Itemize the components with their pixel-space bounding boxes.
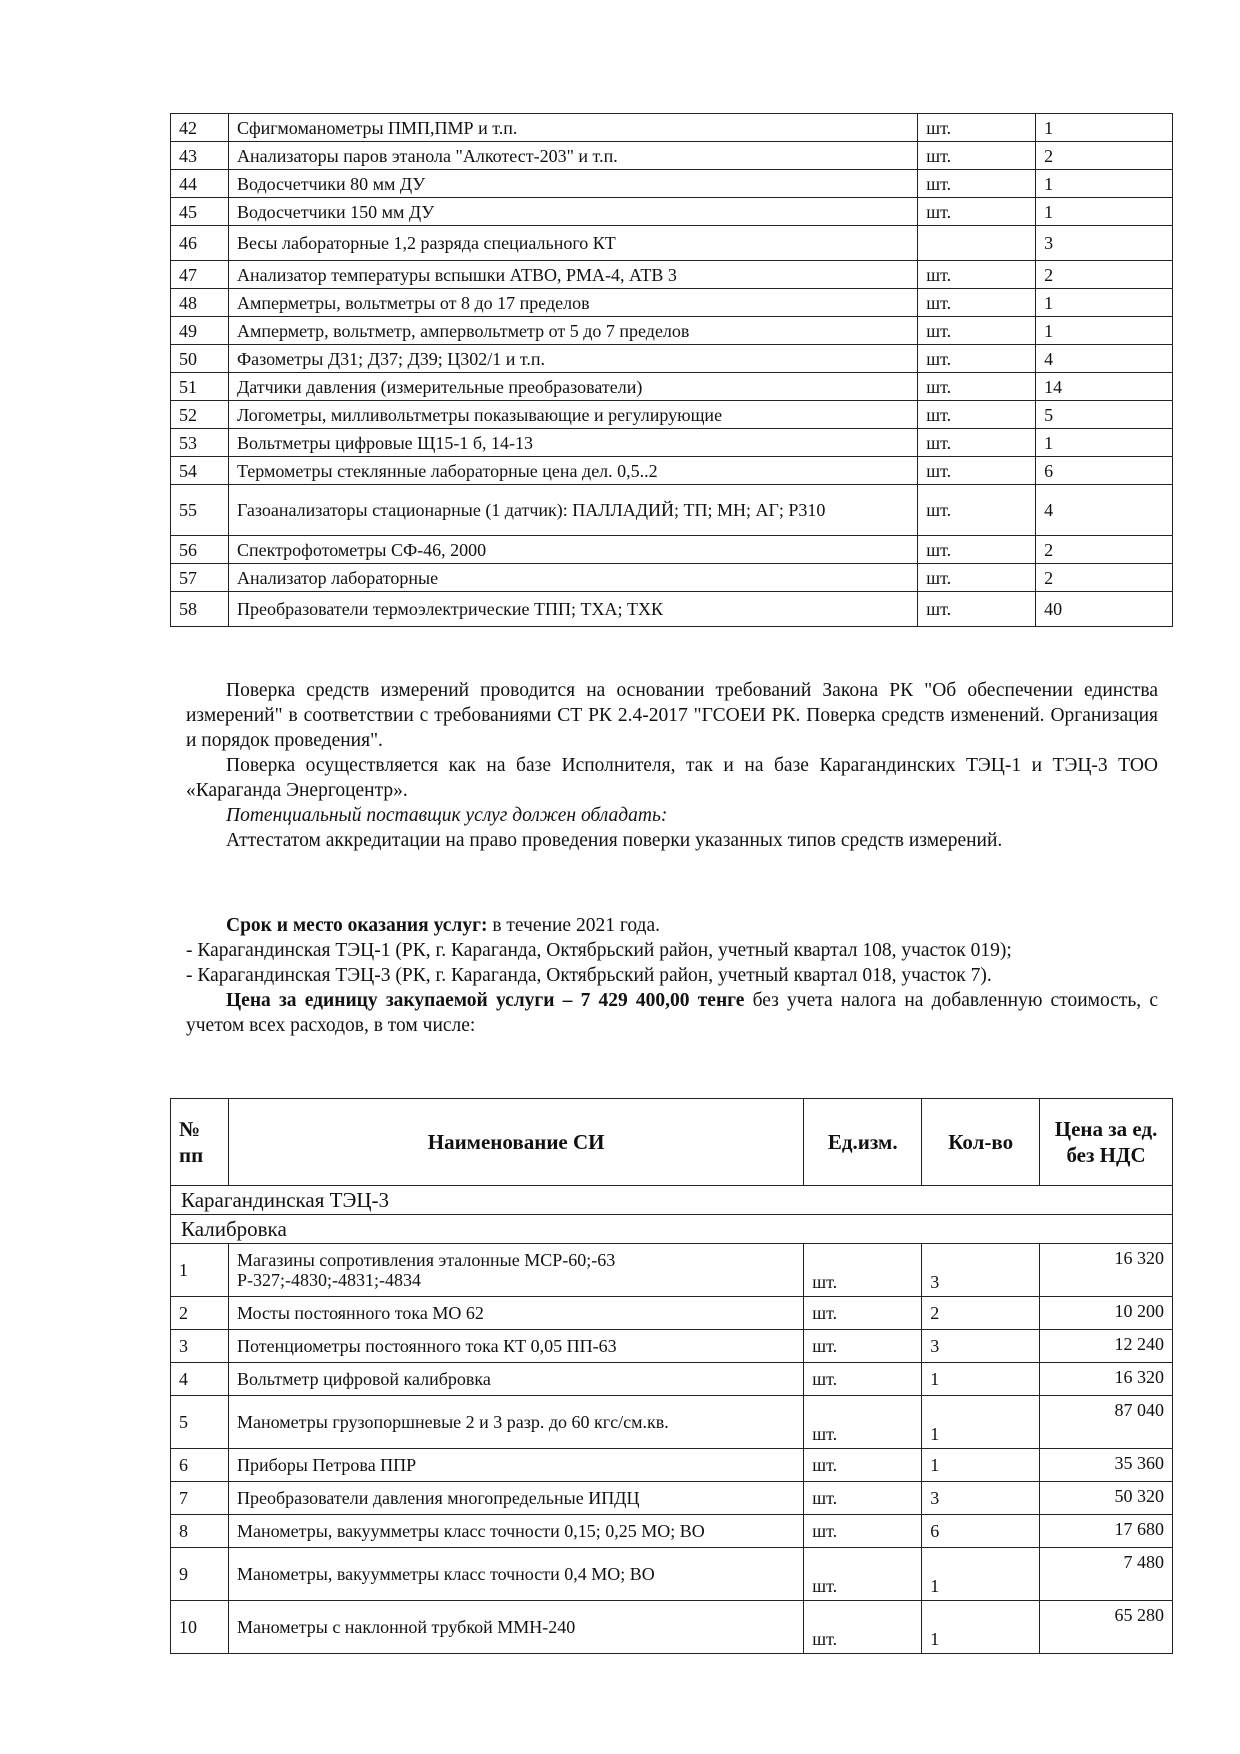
cell-name: Термометры стеклянные лабораторные цена дел. 0,5..2 xyxy=(228,457,917,485)
cell-unit: шт. xyxy=(804,1244,922,1297)
cell-n: 1 xyxy=(171,1244,229,1297)
cell-name: Манометры, вакуумметры класс точности 0,4 МО; ВО xyxy=(228,1548,803,1601)
cell-n: 52 xyxy=(171,401,229,429)
cell-unit: шт. xyxy=(918,142,1036,170)
cell-name: Спектрофотометры СФ-46, 2000 xyxy=(228,536,917,564)
cell-unit: шт. xyxy=(804,1297,922,1330)
cell-n: 51 xyxy=(171,373,229,401)
cell-qty: 1 xyxy=(1036,429,1173,457)
cell-price: 35 360 xyxy=(1040,1449,1173,1482)
table-row xyxy=(171,142,1173,170)
cell-qty: 6 xyxy=(1036,457,1173,485)
cell-n: 7 xyxy=(171,1482,229,1515)
cell-n: 6 xyxy=(171,1449,229,1482)
cell-qty: 1 xyxy=(922,1548,1040,1601)
cell-n: 46 xyxy=(171,226,229,261)
table-row xyxy=(171,1449,1173,1482)
cell-qty: 1 xyxy=(922,1601,1040,1654)
table-row xyxy=(171,457,1173,485)
paragraph-price xyxy=(186,988,1158,1038)
cell-qty: 6 xyxy=(922,1515,1040,1548)
header-qty: Кол-во xyxy=(922,1099,1040,1186)
cell-price: 65 280 xyxy=(1040,1601,1173,1654)
cell-qty: 1 xyxy=(922,1449,1040,1482)
paragraph-verification-location: Поверка осуществляется как на базе Исполнителя, так и на базе Карагандинских ТЭЦ-1 и ТЭЦ-3 ТОО «Караганда Энергоцентр». xyxy=(186,755,1158,801)
cell-qty: 40 xyxy=(1036,592,1173,627)
pricing-table-header xyxy=(171,1099,1173,1186)
table-row xyxy=(171,373,1173,401)
cell-n: 4 xyxy=(171,1363,229,1396)
section-row-calibration xyxy=(171,1215,1173,1244)
cell-name: Преобразователи термоэлектрические ТПП; ТХА; ТХК xyxy=(228,592,917,627)
cell-qty: 3 xyxy=(922,1330,1040,1363)
cell-price: 50 320 xyxy=(1040,1482,1173,1515)
table-row xyxy=(171,1482,1173,1515)
cell-unit: шт. xyxy=(804,1548,922,1601)
cell-unit: шт. xyxy=(918,485,1036,536)
cell-unit: шт. xyxy=(918,114,1036,142)
header-price: Цена за ед. без НДС xyxy=(1040,1099,1173,1186)
cell-n: 54 xyxy=(171,457,229,485)
cell-qty: 1 xyxy=(922,1363,1040,1396)
table-row xyxy=(171,261,1173,289)
price-rest: без учета налога на добавленную стоимость, с учетом всех расходов, в том числе: xyxy=(186,990,1158,1036)
cell-name: Водосчетчики 150 мм ДУ xyxy=(228,198,917,226)
cell-n: 2 xyxy=(171,1297,229,1330)
cell-qty: 5 xyxy=(1036,401,1173,429)
table-row xyxy=(171,1601,1173,1654)
cell-unit: шт. xyxy=(804,1482,922,1515)
cell-price: 17 680 xyxy=(1040,1515,1173,1548)
cell-unit: шт. xyxy=(804,1363,922,1396)
cell-unit: шт. xyxy=(804,1449,922,1482)
cell-name: Вольтметры цифровые Щ15-1 б, 14-13 xyxy=(228,429,917,457)
cell-qty: 1 xyxy=(922,1396,1040,1449)
cell-n: 47 xyxy=(171,261,229,289)
cell-name: Преобразователи давления многопредельные ИПДЦ xyxy=(228,1482,803,1515)
cell-n: 8 xyxy=(171,1515,229,1548)
cell-qty: 1 xyxy=(1036,317,1173,345)
cell-name: Магазины сопротивления эталонные МСР-60;-63 Р-327;-4830;-4831;-4834 xyxy=(228,1244,803,1297)
instruments-table xyxy=(170,113,1173,627)
cell-unit: шт. xyxy=(804,1515,922,1548)
cell-qty: 2 xyxy=(1036,564,1173,592)
cell-unit: шт. xyxy=(918,261,1036,289)
cell-price: 87 040 xyxy=(1040,1396,1173,1449)
cell-n: 55 xyxy=(171,485,229,536)
cell-n: 53 xyxy=(171,429,229,457)
cell-qty: 2 xyxy=(1036,536,1173,564)
cell-name: Анализатор температуры вспышки АТВО, РМА-4, АТВ 3 xyxy=(228,261,917,289)
cell-n: 56 xyxy=(171,536,229,564)
cell-name: Мосты постоянного тока МО 62 xyxy=(228,1297,803,1330)
section-row-plant xyxy=(171,1186,1173,1215)
header-name: Наименование СИ xyxy=(228,1099,803,1186)
cell-n: 5 xyxy=(171,1396,229,1449)
location-tec1: - Карагандинская ТЭЦ-1 (РК, г. Караганда, Октябрьский район, учетный квартал 108, участок 019); xyxy=(186,940,1012,961)
cell-unit: шт. xyxy=(918,536,1036,564)
cell-name: Манометры, вакуумметры класс точности 0,15; 0,25 МО; ВО xyxy=(228,1515,803,1548)
cell-price: 12 240 xyxy=(1040,1330,1173,1363)
body-text xyxy=(186,678,1158,853)
table-row xyxy=(171,170,1173,198)
table-row xyxy=(171,1548,1173,1601)
cell-unit: шт. xyxy=(918,457,1036,485)
cell-name: Анализатор лабораторные xyxy=(228,564,917,592)
cell-qty: 1 xyxy=(1036,198,1173,226)
cell-unit: шт. xyxy=(804,1396,922,1449)
table-row xyxy=(171,226,1173,261)
header-unit: Ед.изм. xyxy=(804,1099,922,1186)
cell-unit: шт. xyxy=(918,592,1036,627)
cell-name: Анализаторы паров этанола "Алкотест-203" и т.п. xyxy=(228,142,917,170)
cell-price: 7 480 xyxy=(1040,1548,1173,1601)
cell-price: 16 320 xyxy=(1040,1363,1173,1396)
cell-unit: шт. xyxy=(918,170,1036,198)
table-row xyxy=(171,1396,1173,1449)
cell-qty: 14 xyxy=(1036,373,1173,401)
cell-unit: шт. xyxy=(804,1330,922,1363)
cell-n: 57 xyxy=(171,564,229,592)
cell-name: Амперметры, вольтметры от 8 до 17 пределов xyxy=(228,289,917,317)
header-num: № пп xyxy=(171,1099,229,1186)
cell-name: Манометры грузопоршневые 2 и 3 разр. до 60 кгс/см.кв. xyxy=(228,1396,803,1449)
cell-name: Фазометры Д31; Д37; Д39; Ц302/1 и т.п. xyxy=(228,345,917,373)
cell-n: 42 xyxy=(171,114,229,142)
cell-name: Амперметр, вольтметр, ампервольтметр от 5 до 7 пределов xyxy=(228,317,917,345)
cell-unit: шт. xyxy=(918,564,1036,592)
cell-qty: 3 xyxy=(922,1244,1040,1297)
cell-qty: 3 xyxy=(1036,226,1173,261)
cell-unit: шт. xyxy=(918,373,1036,401)
cell-name: Сфигмоманометры ПМП,ПМР и т.п. xyxy=(228,114,917,142)
cell-unit: шт. xyxy=(918,198,1036,226)
cell-qty: 2 xyxy=(922,1297,1040,1330)
table-row xyxy=(171,114,1173,142)
cell-n: 58 xyxy=(171,592,229,627)
cell-price: 10 200 xyxy=(1040,1297,1173,1330)
term-value: в течение 2021 года. xyxy=(487,915,660,936)
section-calibration: Калибровка xyxy=(171,1215,1173,1244)
cell-name: Вольтметр цифровой калибровка xyxy=(228,1363,803,1396)
cell-n: 48 xyxy=(171,289,229,317)
price-label: Цена за единицу закупаемой услуги – 7 429 400,00 тенге xyxy=(226,990,745,1011)
cell-unit: шт. xyxy=(918,429,1036,457)
cell-n: 9 xyxy=(171,1548,229,1601)
table-row xyxy=(171,485,1173,536)
table-row xyxy=(171,401,1173,429)
cell-n: 45 xyxy=(171,198,229,226)
table-row xyxy=(171,536,1173,564)
cell-qty: 1 xyxy=(1036,289,1173,317)
cell-name: Потенциометры постоянного тока КТ 0,05 ПП-63 xyxy=(228,1330,803,1363)
table-row xyxy=(171,198,1173,226)
cell-n: 44 xyxy=(171,170,229,198)
cell-name: Весы лабораторные 1,2 разряда специального КТ xyxy=(228,226,917,261)
table-row xyxy=(171,317,1173,345)
paragraph-accreditation: Аттестатом аккредитации на право проведения поверки указанных типов средств измерений. xyxy=(226,830,1003,851)
section-plant: Карагандинская ТЭЦ-3 xyxy=(171,1186,1173,1215)
paragraph-term xyxy=(186,913,1158,938)
table-row xyxy=(171,1297,1173,1330)
pricing-table xyxy=(170,1098,1173,1654)
cell-qty: 4 xyxy=(1036,345,1173,373)
table-row xyxy=(171,289,1173,317)
cell-qty: 1 xyxy=(1036,114,1173,142)
cell-name: Водосчетчики 80 мм ДУ xyxy=(228,170,917,198)
cell-n: 50 xyxy=(171,345,229,373)
cell-name: Датчики давления (измерительные преобразователи) xyxy=(228,373,917,401)
cell-qty: 2 xyxy=(1036,261,1173,289)
cell-qty: 3 xyxy=(922,1482,1040,1515)
table-row xyxy=(171,564,1173,592)
cell-unit: шт. xyxy=(918,289,1036,317)
terms-block xyxy=(186,913,1158,1038)
table-row xyxy=(171,1330,1173,1363)
table-row xyxy=(171,429,1173,457)
cell-n: 10 xyxy=(171,1601,229,1654)
paragraph-verification-basis: Поверка средств измерений проводится на основании требований Закона РК "Об обеспечении единства измерений" в соответствии с требованиями СТ РК 2.4-2017 "ГСОЕИ РК. Поверка средств изменений. Организация и порядок проведения". xyxy=(186,680,1158,751)
cell-name: Манометры с наклонной трубкой ММН-240 xyxy=(228,1601,803,1654)
table-row xyxy=(171,1363,1173,1396)
cell-name: Приборы Петрова ППР xyxy=(228,1449,803,1482)
cell-n: 49 xyxy=(171,317,229,345)
cell-unit: шт. xyxy=(918,317,1036,345)
table-row xyxy=(171,345,1173,373)
location-tec3: - Карагандинская ТЭЦ-3 (РК, г. Караганда, Октябрьский район, учетный квартал 018, участок 7). xyxy=(186,965,992,986)
table-row xyxy=(171,1244,1173,1297)
table-row xyxy=(171,592,1173,627)
table-row xyxy=(171,1515,1173,1548)
cell-qty: 2 xyxy=(1036,142,1173,170)
cell-qty: 4 xyxy=(1036,485,1173,536)
cell-n: 3 xyxy=(171,1330,229,1363)
cell-unit: шт. xyxy=(804,1601,922,1654)
cell-unit xyxy=(918,226,1036,261)
cell-name: Газоанализаторы стационарные (1 датчик): ПАЛЛАДИЙ; ТП; МН; АГ; Р310 xyxy=(228,485,917,536)
cell-n: 43 xyxy=(171,142,229,170)
cell-price: 16 320 xyxy=(1040,1244,1173,1297)
cell-name: Логометры, милливольтметры показывающие и регулирующие xyxy=(228,401,917,429)
term-label: Срок и место оказания услуг: xyxy=(226,915,488,936)
cell-qty: 1 xyxy=(1036,170,1173,198)
paragraph-requirements-heading: Потенциальный поставщик услуг должен обладать: xyxy=(226,805,668,826)
cell-unit: шт. xyxy=(918,401,1036,429)
cell-unit: шт. xyxy=(918,345,1036,373)
